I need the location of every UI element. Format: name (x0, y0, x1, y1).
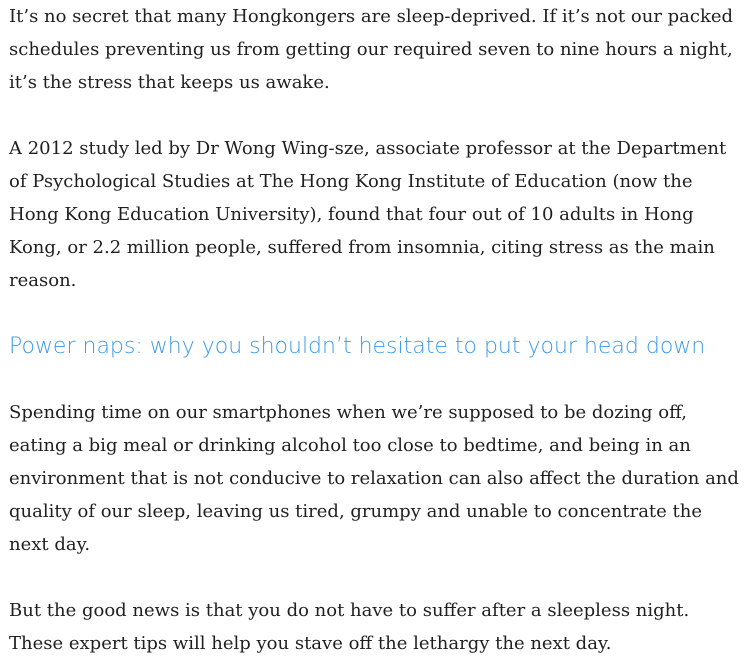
article-paragraph-2: A 2012 study led by Dr Wong Wing-sze, associate professor at the Department of Psychological Studies at The Hong Kong Institute of Education (now the Hong Kong Education University), found that four out of 10 adults in Hong Kong, or 2.2 million people, suffered from insomnia, citing stress as the main reason. (9, 138, 727, 291)
article-paragraph-1: It’s no secret that many Hongkongers are sleep-deprived. If it’s not our packed schedules preventing us from getting our required seven to nine hours a night, it’s the stress that keeps us awake. (9, 6, 734, 93)
article-paragraph-3: Spending time on our smartphones when we’re supposed to be dozing off, eating a big meal or drinking alcohol too close to bedtime, and being in an environment that is not conducive to relaxation can also affect the duration and quality of our sleep, leaving us tired, grumpy and unable to concentrate the next day. (9, 402, 739, 555)
related-article-link[interactable]: Power naps: why you shouldn’t hesitate to put your head down (9, 334, 706, 359)
article-paragraph-4: But the good news is that you do not have to suffer after a sleepless night. These expert tips will help you stave off the lethargy the next day. (9, 600, 690, 654)
